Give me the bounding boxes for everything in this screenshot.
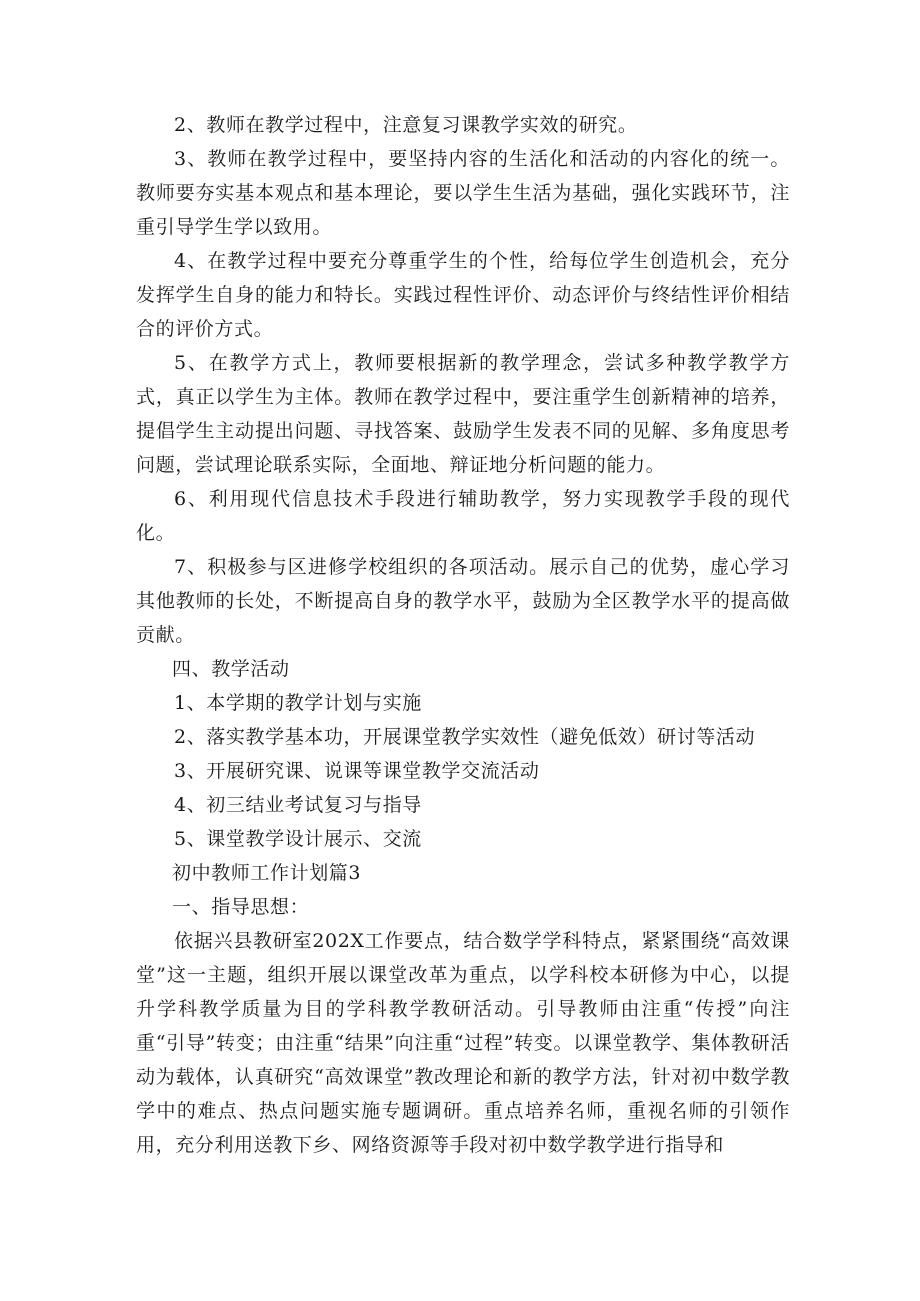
section-heading-guiding-ideology: 一、指导思想：	[172, 896, 310, 918]
list-item: 5、课堂教学设计展示、交流	[174, 828, 422, 850]
list-item: 4、初三结业考试复习与指导	[174, 794, 422, 816]
plan-title: 初中教师工作计划篇3	[172, 862, 362, 884]
list-item: 2、落实教学基本功，开展课堂教学实效性（避免低效）研讨等活动	[174, 726, 756, 748]
list-item: 3、开展研究课、说课等课堂教学交流活动	[174, 760, 540, 782]
paragraph-guiding-ideology: 依据兴县教研室202X工作要点，结合数学学科特点，紧紧围绕“高效课堂”这一主题，组织开展以课堂改革为重点，以学科校本研修为中心，以提升学科教学质量为目的学科教学教研活动。引导教师由注重“传授”向注重“引导”转变；由注重“结果”向注重“过程”转变。以课堂教学、集体教研活动为载体，认真研究“高效课堂”教改理论和新的教学方法，针对初中数学教学中的难点、热点问题实施专题调研。重点培养名师，重视名师的引领作用，充分利用送教下乡、网络资源等手段对初中数学教学进行指导和	[136, 930, 790, 1156]
list-item: 1、本学期的教学计划与实施	[174, 692, 422, 714]
paragraph-item-6: 6、利用现代信息技术手段进行辅助教学，努力实现教学手段的现代化。	[136, 488, 790, 544]
paragraph-item-4: 4、在教学过程中要充分尊重学生的个性，给每位学生创造机会，充分发挥学生自身的能力和特长。实践过程性评价、动态评价与终结性评价相结合的评价方式。	[136, 250, 790, 340]
section-heading-teaching-activities: 四、教学活动	[172, 658, 290, 680]
paragraph-item-7: 7、积极参与区进修学校组织的各项活动。展示自己的优势，虚心学习其他教师的长处，不断提高自身的教学水平，鼓励为全区教学水平的提高做贡献。	[136, 556, 790, 646]
paragraph-item-3: 3、教师在教学过程中，要坚持内容的生活化和活动的内容化的统一。教师要夯实基本观点和基本理论，要以学生生活为基础，强化实践环节，注重引导学生学以致用。	[136, 148, 790, 238]
paragraph-item-5: 5、在教学方式上，教师要根据新的教学理念，尝试多种教学教学方式，真正以学生为主体。教师在教学过程中，要注重学生创新精神的培养，提倡学生主动提出问题、寻找答案、鼓励学生发表不同的见解、多角度思考问题，尝试理论联系实际，全面地、辩证地分析问题的能力。	[136, 352, 790, 476]
document-page	[136, 108, 790, 1162]
paragraph-item-2: 2、教师在教学过程中，注意复习课教学实效的研究。	[174, 114, 638, 136]
